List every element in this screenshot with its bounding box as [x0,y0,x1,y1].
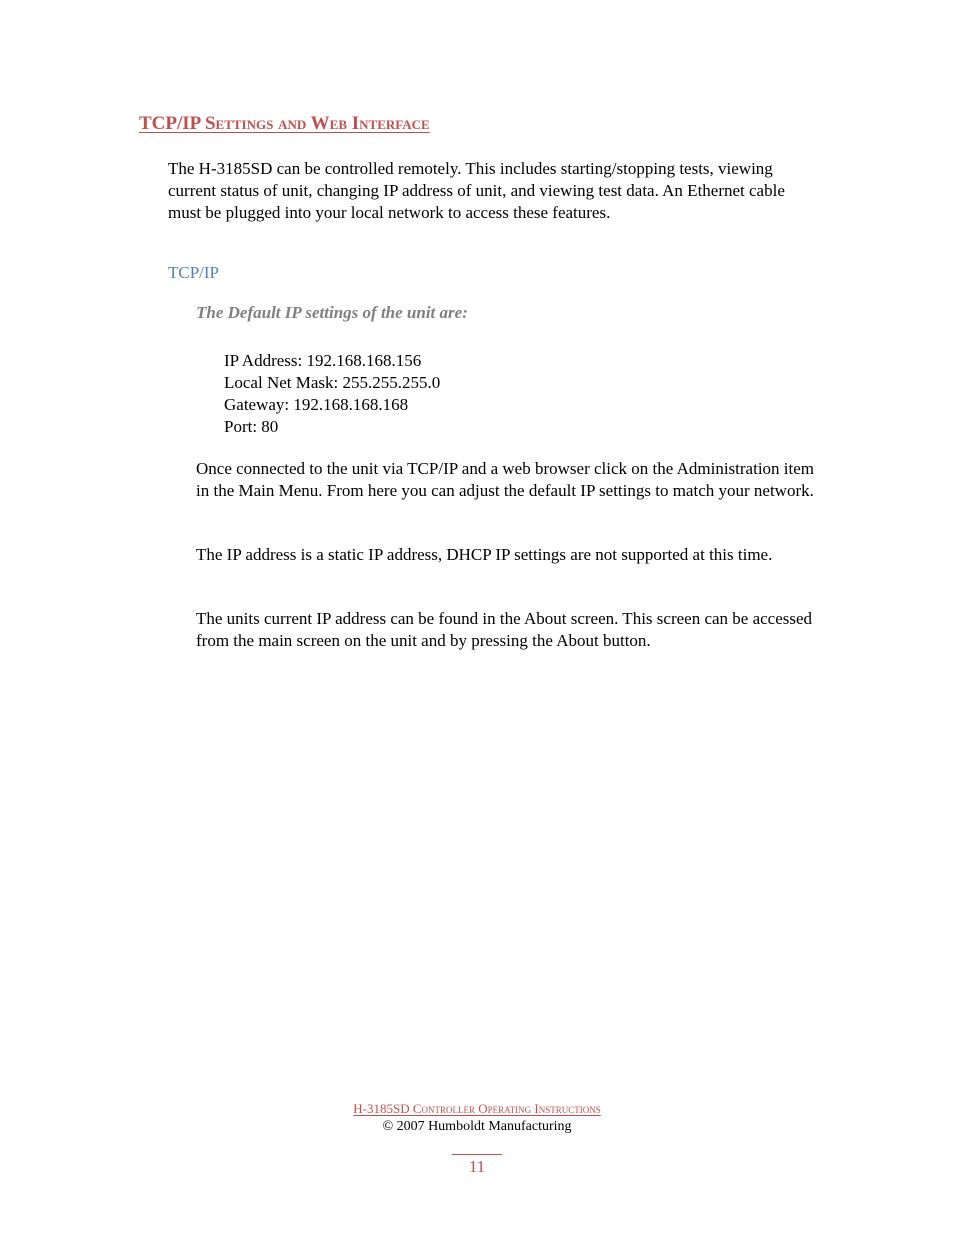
footer-title-text: H-3185SD Controller Operating Instructions [353,1101,601,1116]
footer-copyright: © 2007 Humboldt Manufacturing [382,1119,572,1134]
ip-settings-list [224,350,440,438]
static-ip-paragraph: The IP address is a static IP address, DHCP IP settings are not supported at this time. [196,545,773,564]
intro-paragraph: The H-3185SD can be controlled remotely. This includes starting/stopping tests, viewing current status of unit, changing IP address of unit, and viewing test data. An Ethernet cable must be plugged into your local network to access these features. [168,159,785,222]
ip-address-line: IP Address: 192.168.168.156 [224,351,422,370]
port-line: Port: 80 [224,417,279,436]
connection-paragraph: Once connected to the unit via TCP/IP and a web browser click on the Administration item in the Main Menu. From here you can adjust the default IP settings to match your network. [196,459,815,500]
about-screen-paragraph: The units current IP address can be found in the About screen. This screen can be accessed from the main screen on the unit and by pressing the About button. [196,609,813,650]
gateway-line: Gateway: 192.168.168.168 [224,395,409,414]
section-title: TCP/IP Settings and Web Interface [139,113,430,134]
page-number-rule [452,1154,502,1155]
net-mask-line: Local Net Mask: 255.255.255.0 [224,373,441,392]
default-settings-caption: The Default IP settings of the unit are: [196,303,468,322]
footer-document-title [0,1101,954,1117]
tcpip-subheading: TCP/IP [168,263,220,282]
page-number: 11 [468,1157,486,1176]
